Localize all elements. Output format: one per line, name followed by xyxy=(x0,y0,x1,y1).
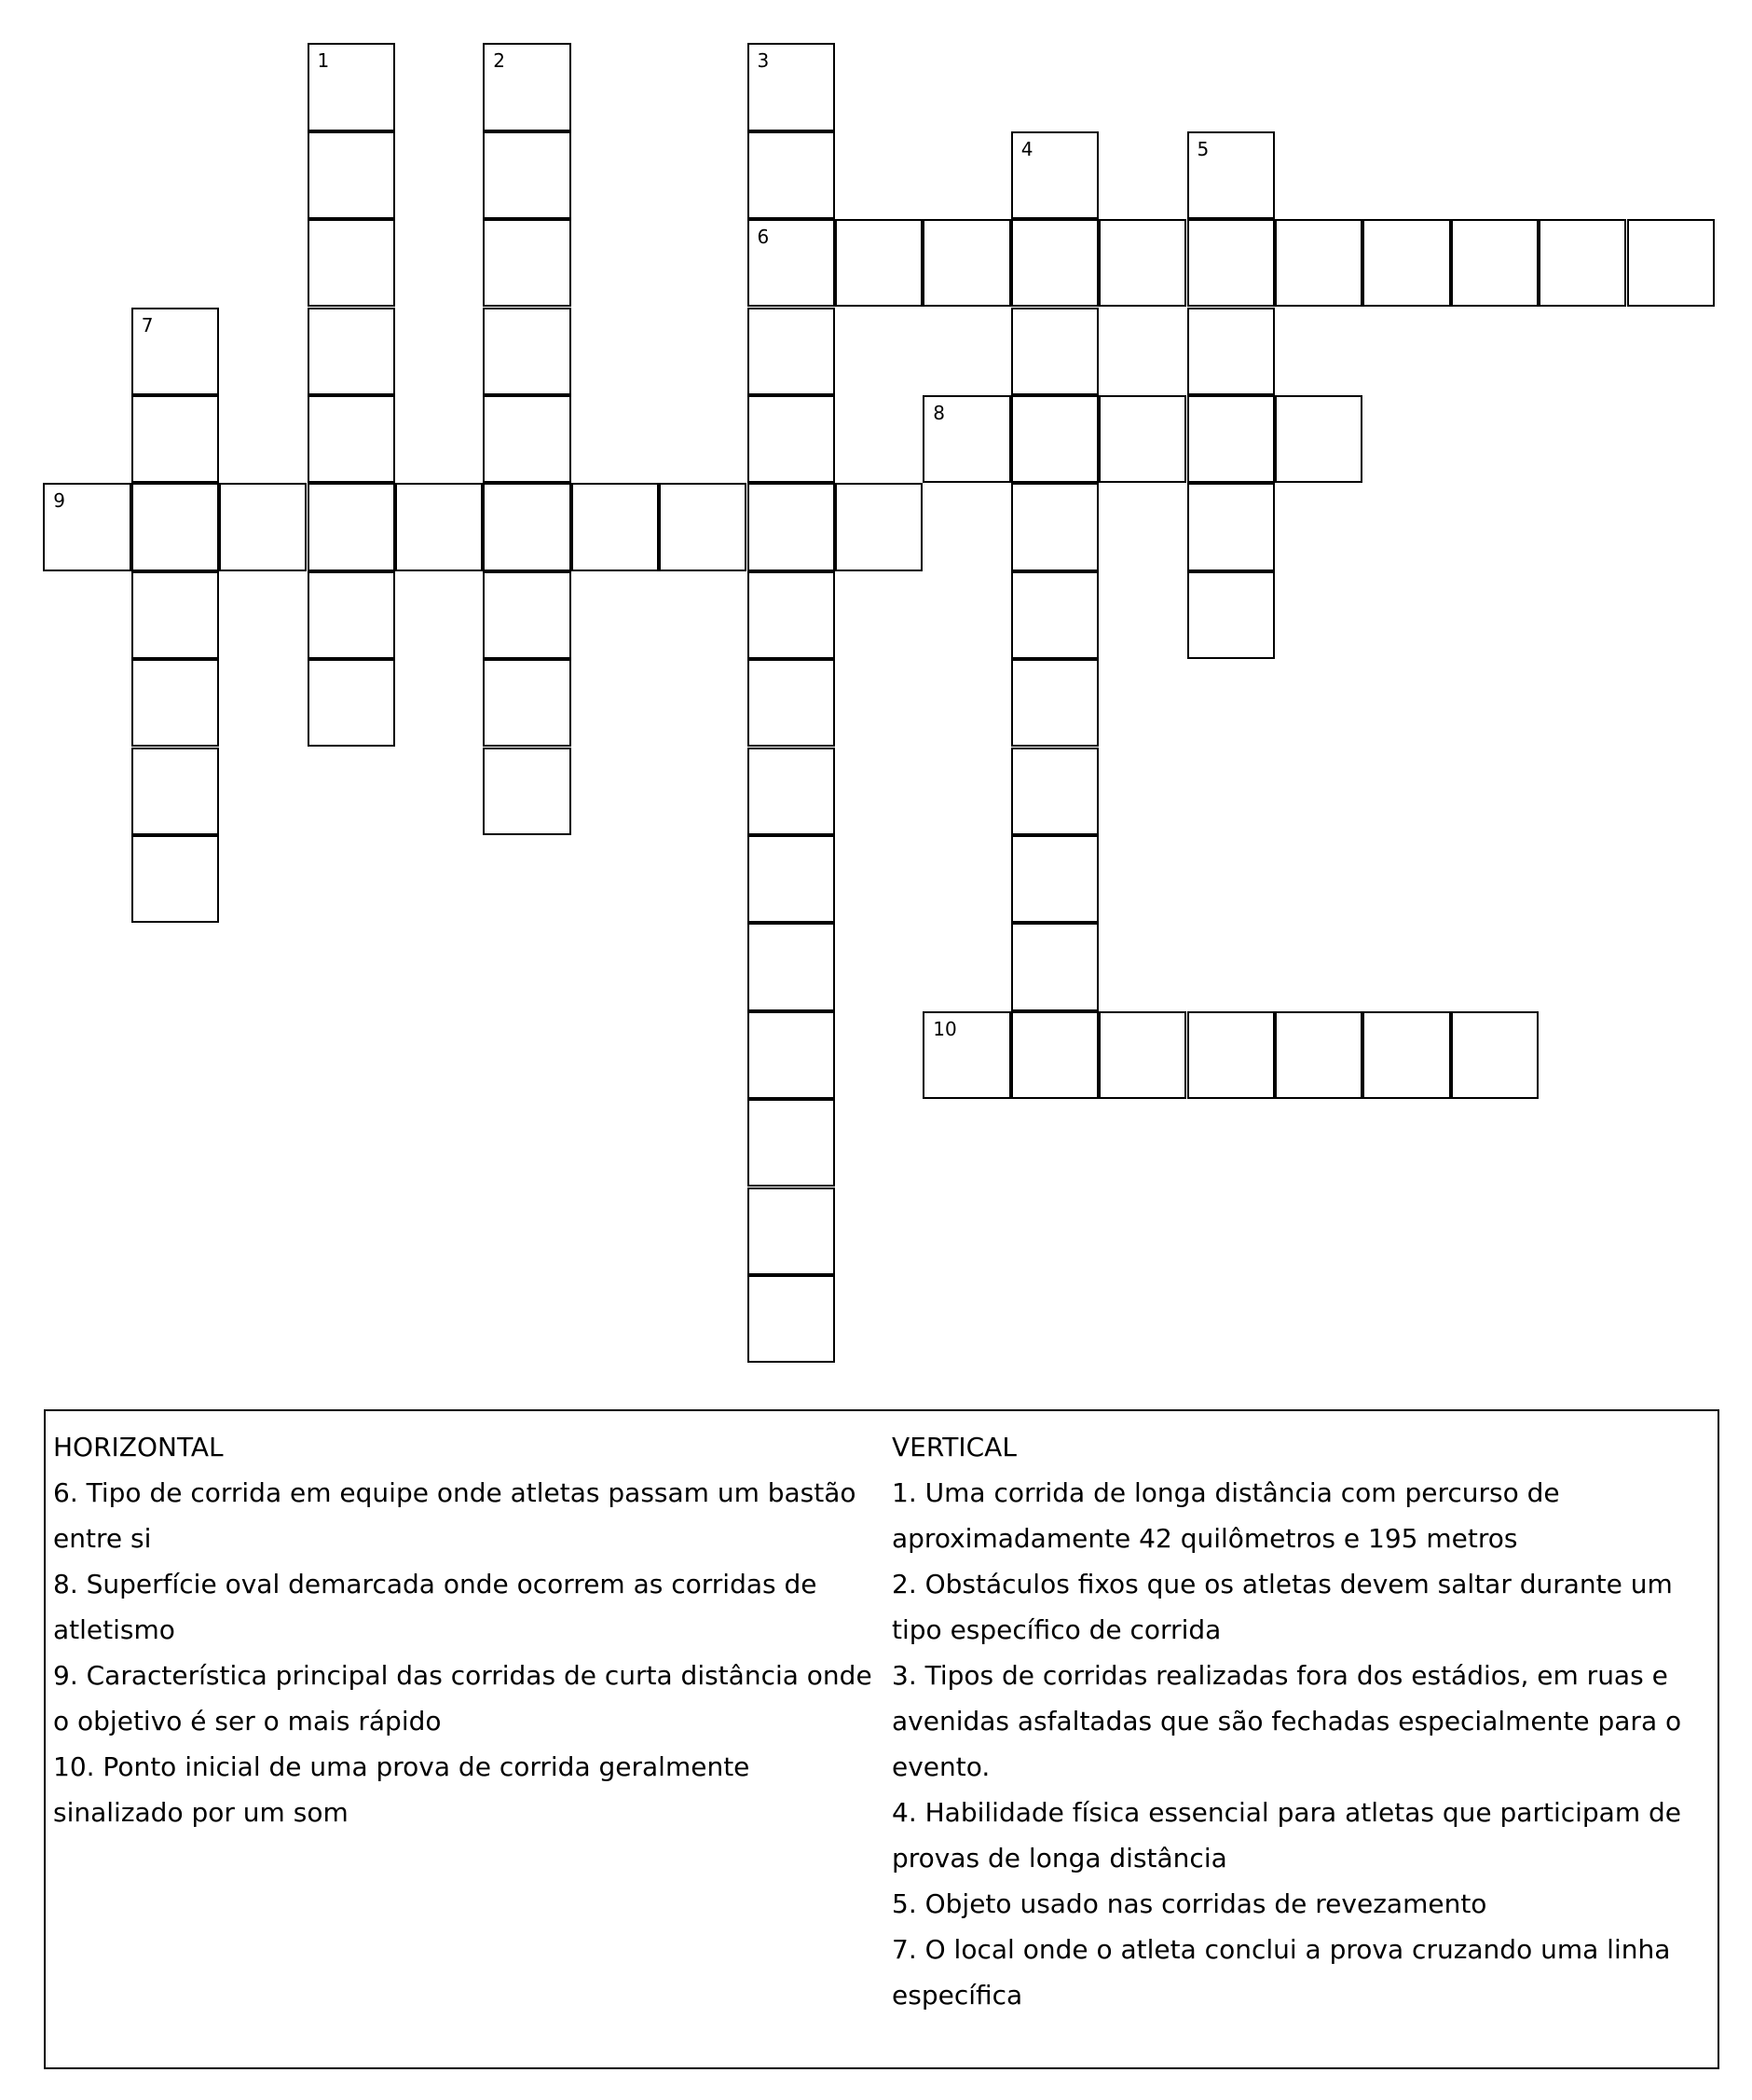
clue-number: 10 xyxy=(933,1017,957,1040)
grid-cell[interactable] xyxy=(1187,571,1275,659)
grid-cell[interactable] xyxy=(1011,1011,1099,1099)
grid-cell[interactable] xyxy=(1099,1011,1186,1099)
vertical-clue-5: 5. Objeto usado nas corridas de revezamento xyxy=(892,1888,1487,1919)
grid-cell[interactable] xyxy=(747,219,835,307)
grid-cell[interactable] xyxy=(1187,219,1275,307)
grid-cell[interactable] xyxy=(131,748,219,835)
grid-cell[interactable] xyxy=(1275,219,1362,307)
clue-number: 1 xyxy=(317,49,330,73)
grid-cell[interactable] xyxy=(1539,219,1626,307)
grid-cell[interactable] xyxy=(747,923,835,1010)
grid-cell[interactable] xyxy=(308,483,395,570)
grid-cell[interactable] xyxy=(1362,1011,1450,1099)
grid-cell[interactable] xyxy=(483,308,570,395)
horizontal-title: HORIZONTAL xyxy=(53,1432,224,1462)
grid-cell[interactable] xyxy=(131,483,219,570)
grid-cell[interactable] xyxy=(131,659,219,747)
grid-cell[interactable] xyxy=(131,308,219,395)
grid-cell[interactable] xyxy=(1362,219,1450,307)
grid-cell[interactable] xyxy=(1451,219,1539,307)
grid-cell[interactable] xyxy=(483,748,570,835)
grid-cell[interactable] xyxy=(1011,835,1099,923)
grid-cell[interactable] xyxy=(395,483,483,570)
grid-cell[interactable] xyxy=(131,571,219,659)
grid-cell[interactable] xyxy=(308,43,395,130)
grid-cell[interactable] xyxy=(1187,483,1275,570)
grid-cell[interactable] xyxy=(483,131,570,219)
grid-cell[interactable] xyxy=(308,219,395,307)
clues-box xyxy=(44,1409,1719,2069)
grid-cell[interactable] xyxy=(747,1275,835,1363)
grid-cell[interactable] xyxy=(308,659,395,747)
grid-cell[interactable] xyxy=(835,219,923,307)
grid-cell[interactable] xyxy=(1451,1011,1539,1099)
grid-cell[interactable] xyxy=(747,1187,835,1275)
grid-cell[interactable] xyxy=(1011,748,1099,835)
clue-number: 9 xyxy=(53,489,66,513)
grid-cell[interactable] xyxy=(923,1011,1010,1099)
vertical-clue-7: 7. O local onde o atleta conclui a prova cruzando uma linha específica xyxy=(892,1934,1671,2011)
grid-cell[interactable] xyxy=(1011,659,1099,747)
grid-cell[interactable] xyxy=(1011,219,1099,307)
horizontal-clue-9: 9. Característica principal das corridas de curta distância onde o objetivo é ser o mais rápido xyxy=(53,1660,872,1736)
grid-cell[interactable] xyxy=(747,571,835,659)
clue-number: 3 xyxy=(757,49,770,73)
clue-number: 8 xyxy=(933,401,946,424)
grid-cell[interactable] xyxy=(131,835,219,923)
horizontal-clue-6: 6. Tipo de corrida em equipe onde atletas passam um bastão entre si xyxy=(53,1477,856,1554)
clue-number: 5 xyxy=(1197,137,1210,160)
grid-cell[interactable] xyxy=(219,483,307,570)
clue-number: 2 xyxy=(493,49,506,73)
grid-cell[interactable] xyxy=(131,395,219,483)
grid-cell[interactable] xyxy=(1187,131,1275,219)
grid-cell[interactable] xyxy=(747,1011,835,1099)
grid-cell[interactable] xyxy=(483,483,570,570)
grid-cell[interactable] xyxy=(1099,219,1186,307)
grid-cell[interactable] xyxy=(483,43,570,130)
grid-cell[interactable] xyxy=(747,659,835,747)
grid-cell[interactable] xyxy=(1011,131,1099,219)
grid-cell[interactable] xyxy=(483,395,570,483)
grid-cell[interactable] xyxy=(747,483,835,570)
grid-cell[interactable] xyxy=(308,308,395,395)
grid-cell[interactable] xyxy=(483,659,570,747)
grid-cell[interactable] xyxy=(43,483,130,570)
clue-number: 4 xyxy=(1020,137,1033,160)
horizontal-clue-10: 10. Ponto inicial de uma prova de corrida geralmente sinalizado por um som xyxy=(53,1751,750,1828)
grid-cell[interactable] xyxy=(923,395,1010,483)
grid-cell[interactable] xyxy=(308,395,395,483)
grid-cell[interactable] xyxy=(1275,1011,1362,1099)
vertical-clue-1: 1. Uma corrida de longa distância com percurso de aproximadamente 42 quilômetros e 195 metros xyxy=(892,1477,1560,1554)
grid-cell[interactable] xyxy=(483,219,570,307)
grid-cell[interactable] xyxy=(1011,395,1099,483)
clue-number: 6 xyxy=(757,226,770,249)
grid-cell[interactable] xyxy=(1011,923,1099,1010)
grid-cell[interactable] xyxy=(1011,308,1099,395)
grid-cell[interactable] xyxy=(1187,308,1275,395)
grid-cell[interactable] xyxy=(747,1099,835,1187)
grid-cell[interactable] xyxy=(1099,395,1186,483)
grid-cell[interactable] xyxy=(1627,219,1715,307)
vertical-title: VERTICAL xyxy=(892,1432,1017,1462)
grid-cell[interactable] xyxy=(747,748,835,835)
clue-number: 7 xyxy=(141,313,154,336)
vertical-clue-2: 2. Obstáculos fixos que os atletas devem saltar durante um tipo específico de corrida xyxy=(892,1569,1673,1645)
vertical-clue-3: 3. Tipos de corridas realizadas fora dos estádios, em ruas e avenidas asfaltadas que são fechadas especialmente para o evento. xyxy=(892,1660,1682,1782)
grid-cell[interactable] xyxy=(1011,483,1099,570)
grid-cell[interactable] xyxy=(1187,395,1275,483)
grid-cell[interactable] xyxy=(747,395,835,483)
horizontal-clues xyxy=(53,1424,883,1835)
vertical-clues xyxy=(892,1424,1703,2018)
grid-cell[interactable] xyxy=(1275,395,1362,483)
grid-cell[interactable] xyxy=(308,131,395,219)
vertical-clue-4: 4. Habilidade física essencial para atletas que participam de provas de longa distância xyxy=(892,1797,1682,1874)
grid-cell[interactable] xyxy=(923,219,1010,307)
grid-cell[interactable] xyxy=(308,571,395,659)
grid-cell[interactable] xyxy=(1011,571,1099,659)
grid-cell[interactable] xyxy=(747,308,835,395)
grid-cell[interactable] xyxy=(835,483,923,570)
grid-cell[interactable] xyxy=(747,131,835,219)
horizontal-clue-8: 8. Superfície oval demarcada onde ocorrem as corridas de atletismo xyxy=(53,1569,817,1645)
grid-cell[interactable] xyxy=(659,483,746,570)
grid-cell[interactable] xyxy=(747,835,835,923)
grid-cell[interactable] xyxy=(571,483,659,570)
grid-cell[interactable] xyxy=(1187,1011,1275,1099)
grid-cell[interactable] xyxy=(483,571,570,659)
grid-cell[interactable] xyxy=(747,43,835,130)
